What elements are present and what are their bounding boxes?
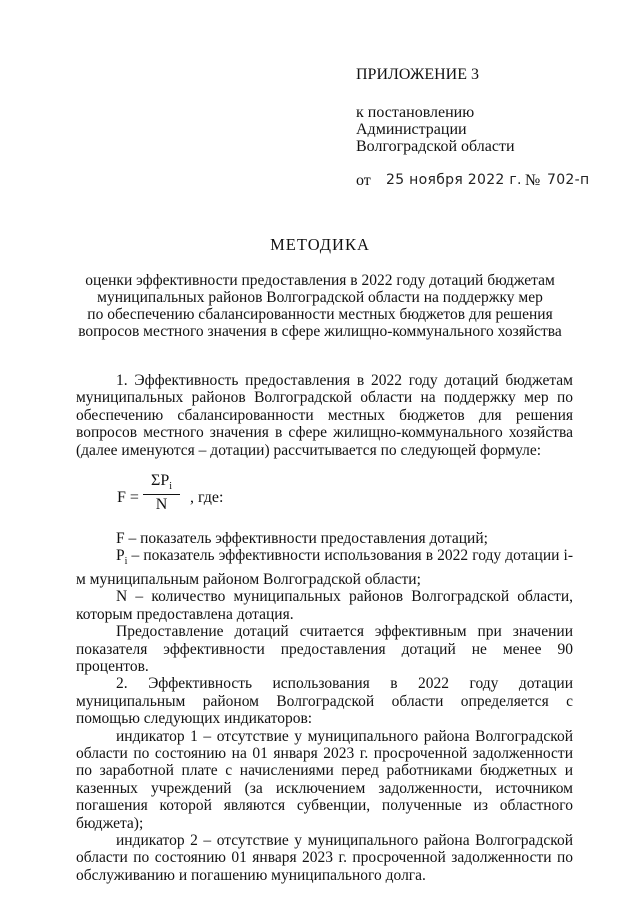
number-value: 702-п xyxy=(547,172,590,188)
subtitle-line-2: муниципальных районов Волгоградской области на поддержку мер xyxy=(97,289,543,306)
definition-p-text: – показатель эффективности использования в 2022 году дотации i-м муниципальным районом Волгоградской области; xyxy=(76,547,573,588)
decree-line-1: к постановлению xyxy=(356,104,475,121)
definition-f: F – показатель эффективности предоставления дотаций; xyxy=(116,530,488,547)
document-title: МЕТОДИКА xyxy=(270,235,370,254)
decree-line-3: Волгоградской области xyxy=(356,138,515,155)
paragraph-2-first-line: 2. Эффективность использования в 2022 году дотации xyxy=(116,675,573,693)
formula-numerator xyxy=(143,472,180,495)
definition-n: N – количество муниципальных районов Волгоградской области, которым предоставлена дотация. xyxy=(76,588,573,623)
indicator-2: индикатор 2 – отсутствие у муниципального района Волгоградской области по состоянию 01 января 2023 г. просроченной задолженности по обслуживанию и погашению муниципального долга. xyxy=(76,832,573,884)
paragraph-1-text: 1. Эффективность предоставления в 2022 году дотаций бюджетам муниципальных районов Волгоградской области на поддержку мер по обеспечению сбалансированности местных бюджетов для решения вопросов местного значения в сфере жилищно-коммунального хозяйства (далее именуются – дотации) рассчитывается по следующей формуле: xyxy=(76,372,573,459)
definition-p xyxy=(76,547,573,588)
subtitle-line-3: по обеспечению сбалансированности местных бюджетов для решения xyxy=(87,306,553,323)
definition-p-symbol: P xyxy=(116,547,125,565)
formula-suffix: , где: xyxy=(190,489,224,506)
paragraph-2-rest: муниципальным районом Волгоградской области определяется с помощью следующих индикаторов: xyxy=(76,692,573,728)
indicator-1: индикатор 1 – отсутствие у муниципального района Волгоградской области по состоянию на 01 января 2023 г. просроченной задолженности по заработной плате с начислениями перед работниками бюджетных и казенных учреждений (за исключением задолженности, источником погашения которой являются субвенции, полученные из областного бюджета); xyxy=(76,727,573,832)
formula-denominator: N xyxy=(155,496,168,514)
date-prefix: от xyxy=(356,172,371,189)
definition-p-sub: i xyxy=(124,556,128,568)
definitions-block xyxy=(76,530,573,884)
formula-numerator-text: ΣP xyxy=(151,472,170,489)
date-value: 25 ноября 2022 г. xyxy=(386,172,522,188)
number-prefix: № xyxy=(525,172,541,189)
formula-fraction xyxy=(143,472,180,514)
subtitle-line-1: оценки эффективности предоставления в 2022 году дотаций бюджетам xyxy=(85,272,555,289)
formula-numerator-sub: i xyxy=(169,481,172,493)
formula-lhs: F = xyxy=(117,489,139,506)
paragraph-effective: Предоставление дотаций считается эффективным при значении показателя эффективности предоставления дотаций не менее 90 процентов. xyxy=(76,623,573,675)
appendix-label: ПРИЛОЖЕНИЕ 3 xyxy=(356,66,480,83)
decree-line-2: Администрации xyxy=(356,121,467,138)
paragraph-1 xyxy=(76,372,573,459)
subtitle-line-4: вопросов местного значения в сфере жилищно-коммунального хозяйства xyxy=(78,323,562,340)
